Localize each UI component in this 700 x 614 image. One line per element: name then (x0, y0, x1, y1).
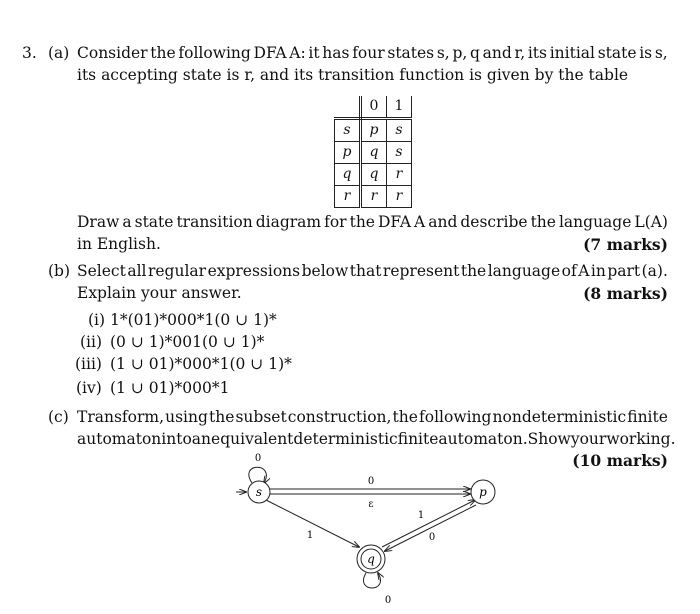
part-c-label: (c) (48, 408, 69, 426)
table-header-1: 1 (387, 96, 412, 119)
table-state: s (335, 119, 361, 142)
table-cell: r (361, 186, 387, 208)
part-a-task-line1: Draw a state transition diagram for the DFA A and describe the language L(A) (77, 213, 668, 231)
part-c-marks: (10 marks) (572, 451, 668, 470)
q-self-loop (364, 573, 381, 588)
part-a-task-line2: in English. (77, 235, 161, 253)
part-a-marks: (7 marks) (583, 235, 668, 254)
table-cell: s (387, 119, 412, 142)
table-state: r (335, 186, 361, 208)
part-c-line2: automaton into an equivalent deterministic finite automaton. Show your working. (77, 430, 676, 448)
q-loop-label: 0 (384, 595, 392, 606)
state-s-label: s (255, 485, 263, 499)
table-cell: q (361, 164, 387, 186)
option-label: (ii) (80, 333, 103, 351)
q-to-p-label: 1 (417, 510, 425, 521)
table-cell: s (387, 142, 412, 164)
part-b-marks: (8 marks) (583, 284, 668, 303)
question-number: 3. (22, 44, 37, 62)
table-header-0: 0 (361, 96, 387, 119)
part-c-line1: Transform, using the subset construction, the following nondeterministic finite (77, 408, 668, 426)
s-loop-label: 0 (254, 453, 262, 464)
state-p-label: p (479, 485, 487, 499)
option-label: (iii) (75, 355, 102, 373)
part-b-line2: Explain your answer. (77, 284, 242, 302)
s-to-q-label: 1 (306, 530, 314, 541)
option-expression: (0 ∪ 1)*001(0 ∪ 1)* (110, 333, 265, 351)
s-to-p-label-0: 0 (367, 476, 375, 487)
s-to-p-label-epsilon: ε (368, 499, 374, 510)
option-label: (iv) (76, 379, 102, 397)
p-to-q-edge (385, 505, 476, 551)
option-expression: (1 ∪ 01)*000*1(0 ∪ 1)* (110, 355, 292, 373)
part-b-line1: Select all regular expressions below that represent the language of A in part (a). (77, 262, 668, 280)
option-expression: 1*(01)*000*1(0 ∪ 1)* (110, 311, 277, 329)
table-cell: r (387, 164, 412, 186)
table-cell: q (361, 142, 387, 164)
table-state: q (335, 164, 361, 186)
table-cell: r (387, 186, 412, 208)
p-to-q-label: 0 (428, 532, 436, 543)
part-a-label: (a) (48, 44, 70, 62)
part-a-line2: its accepting state is r, and its transition function is given by the table (77, 66, 629, 84)
state-q-label: q (367, 552, 375, 566)
option-expression: (1 ∪ 01)*000*1 (110, 379, 230, 397)
option-label: (i) (88, 311, 106, 329)
table-state: p (335, 142, 361, 164)
table-cell: p (361, 119, 387, 142)
part-a-line1: Consider the following DFA A: it has four states s, p, q and r, its initial state is s, (77, 44, 668, 62)
part-b-label: (b) (48, 262, 71, 280)
